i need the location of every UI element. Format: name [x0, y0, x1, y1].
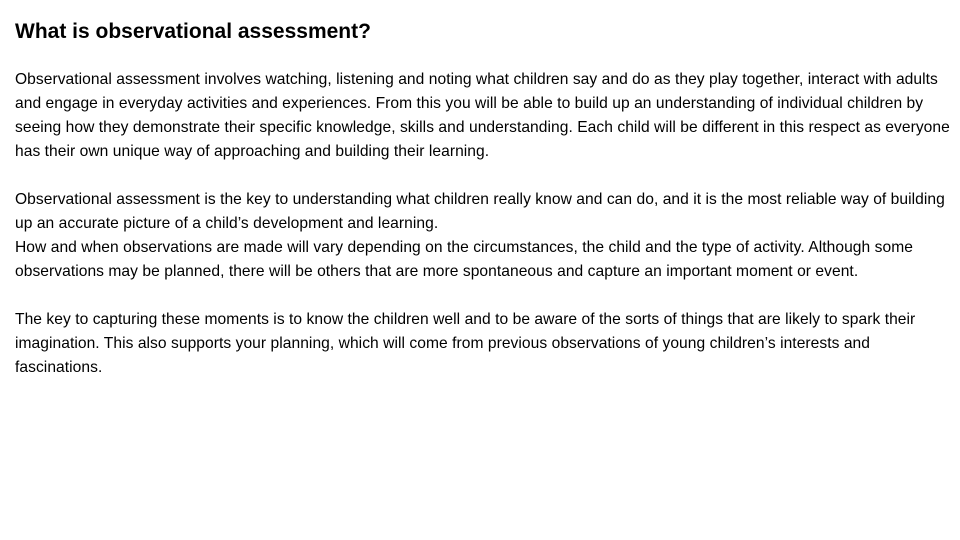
- paragraph-capturing-moments: The key to capturing these moments is to know the children well and to be aware of the sorts of things that are likely to spark their imagination. This also supports your planning, which will come from previous observations of young children’s interests and fascinations.: [15, 311, 916, 376]
- paragraph-key-understanding: Observational assessment is the key to understanding what children really know and can do, and it is the most reliable way of building up an accurate picture of a child’s development and learning.: [15, 191, 945, 232]
- paragraph-how-and-when: How and when observations are made will vary depending on the circumstances, the child and the type of activity. Although some observations may be planned, there will be others that are more spontaneous and capture an important moment or event.: [15, 239, 913, 280]
- paragraph-definition: Observational assessment involves watching, listening and noting what children say and do as they play together, interact with adults and engage in everyday activities and experiences. From this you will be able to build up an understanding of individual children by seeing how they demonstrate their specific knowledge, skills and understanding. Each child will be different in this respect as everyone has their own unique way of approaching and building their learning.: [15, 71, 950, 160]
- slide-content: [15, 18, 950, 404]
- slide-title: What is observational assessment?: [15, 20, 371, 43]
